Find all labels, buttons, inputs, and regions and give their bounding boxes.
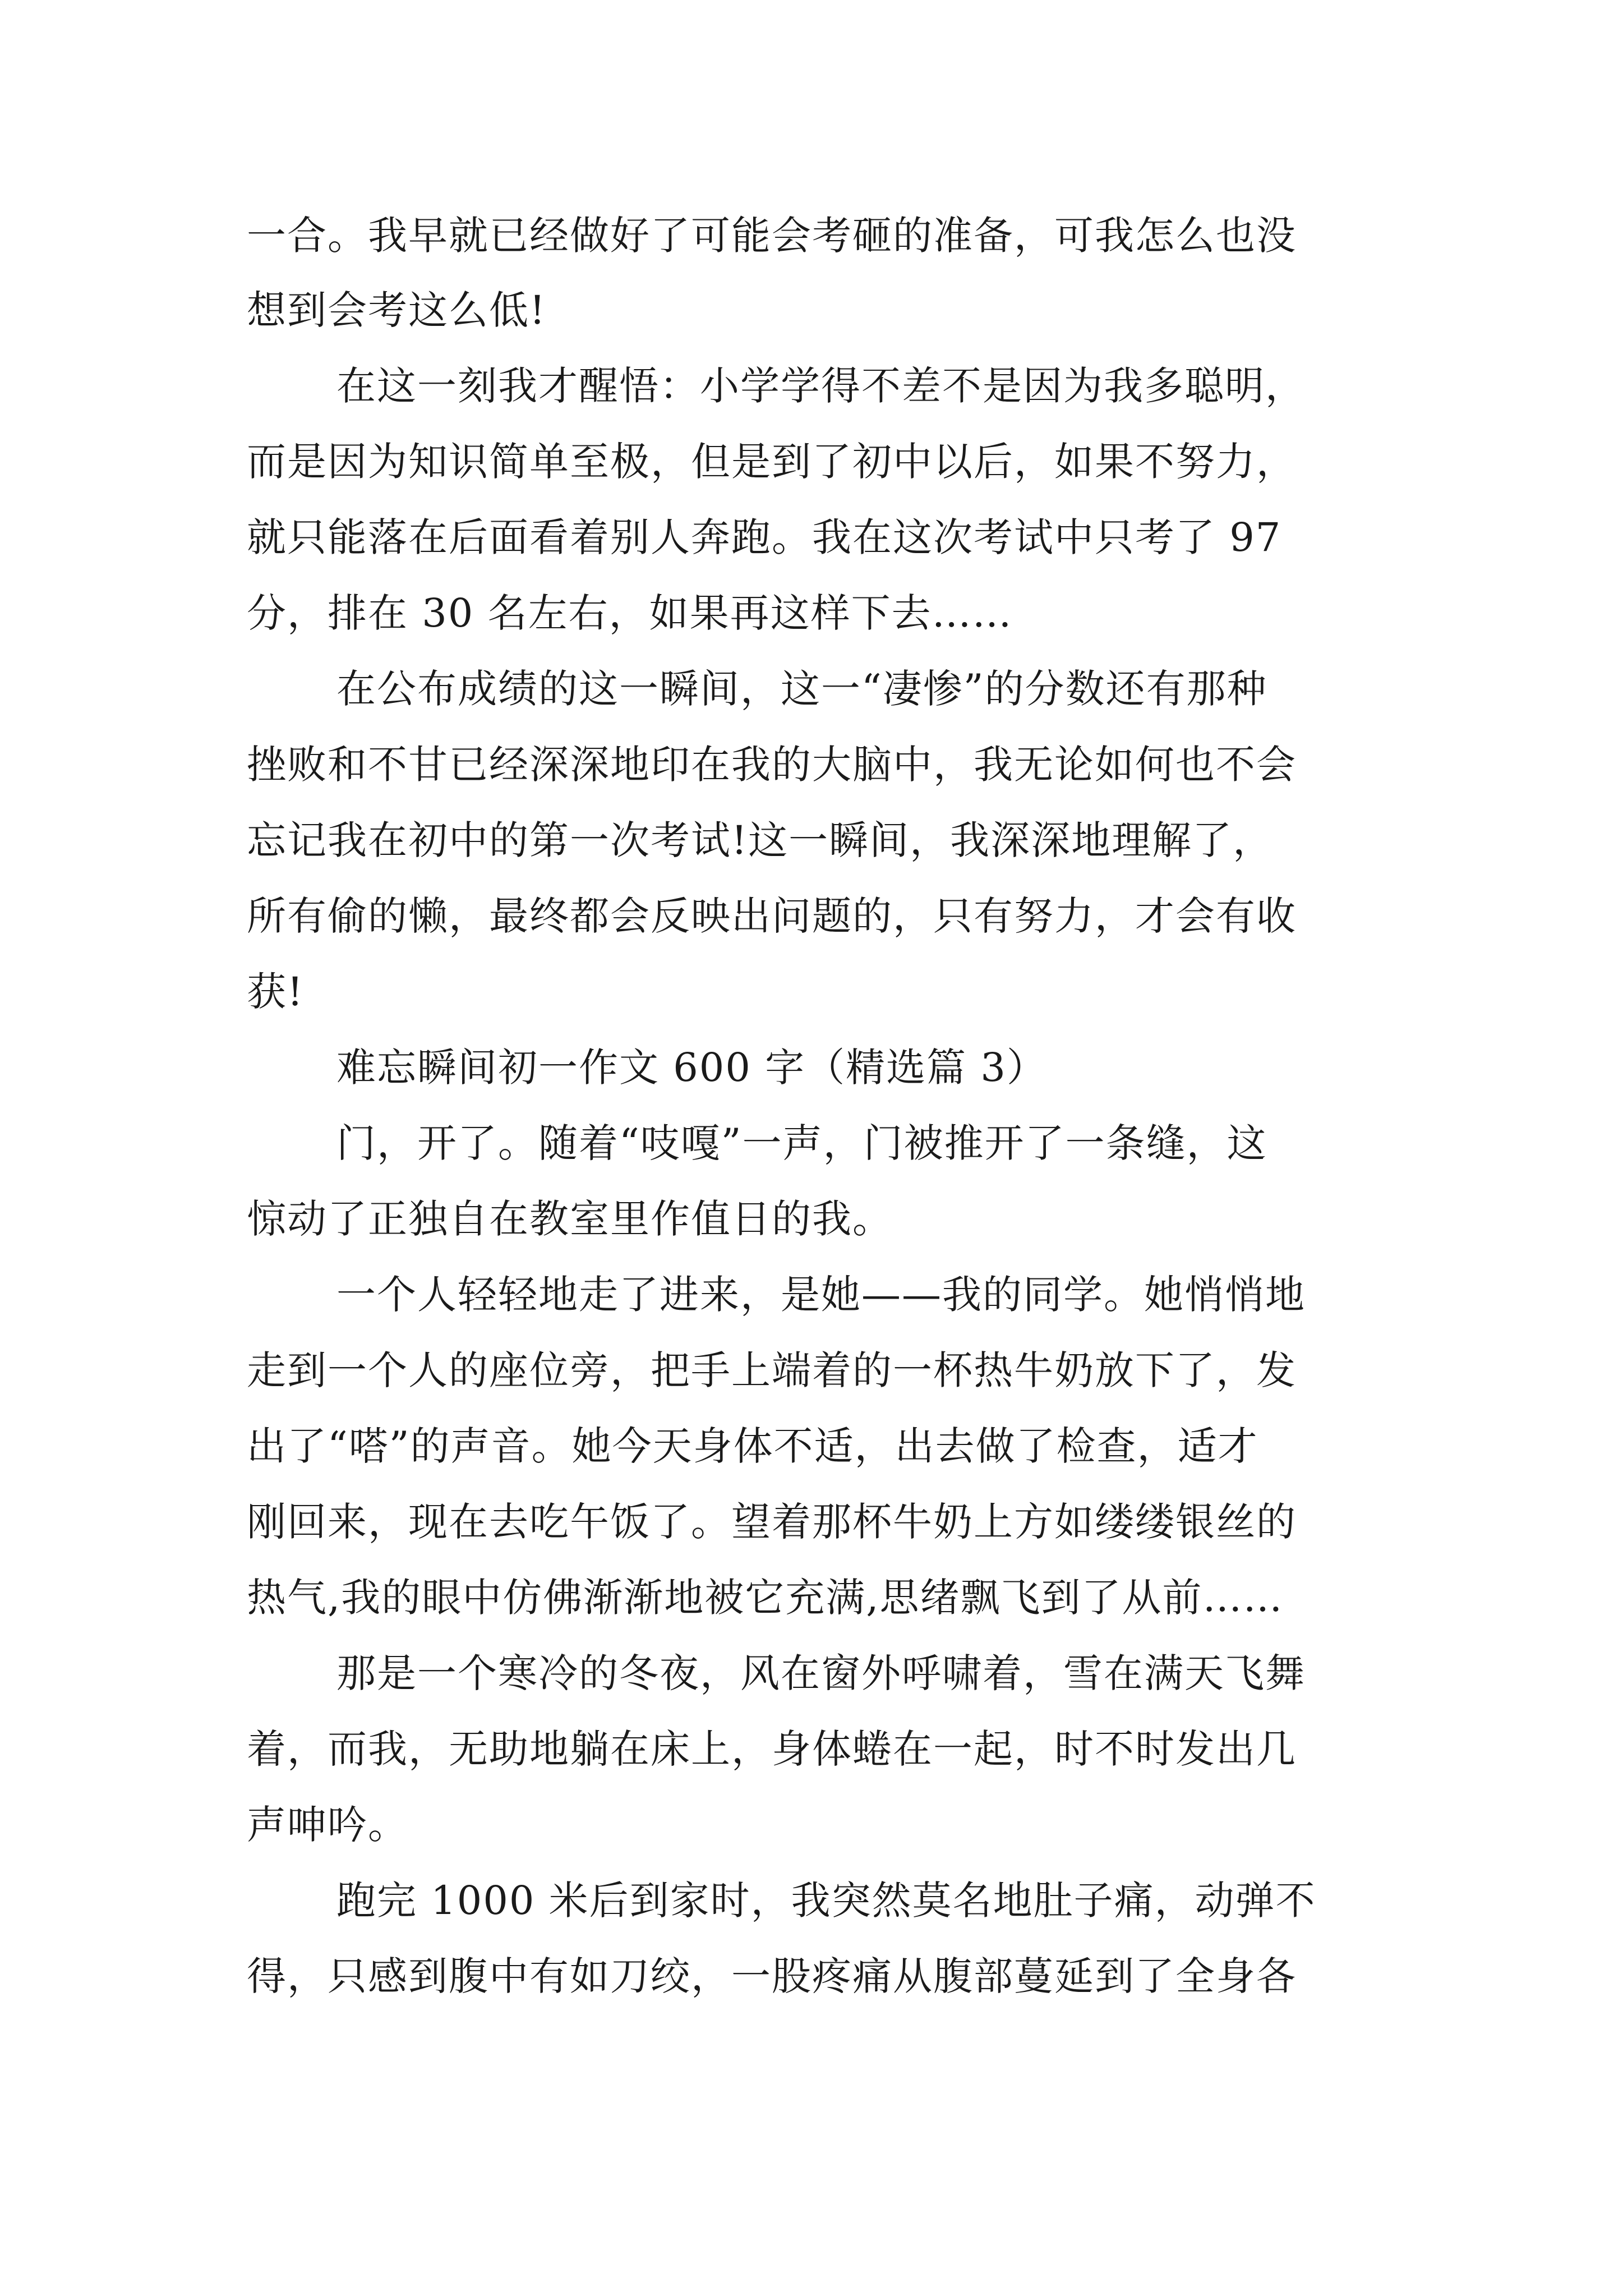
text-line: 想到会考这么低! [247,287,547,333]
text-line: 在这一刻我才醒悟：小学学得不差不是因为我多聪明， [336,363,1306,409]
text-line: 出了“嗒”的声音。她今天身体不适，出去做了检查，适才 [247,1423,1258,1469]
text-line: 而是因为知识简单至极，但是到了初中以后，如果不努力， [247,439,1297,485]
text-line: 得，只感到腹中有如刀绞，一股疼痛从腹部蔓延到了全身各 [247,1953,1297,1999]
text-line: 跑完 1000 米后到家时，我突然莫名地肚子痛，动弹不 [336,1878,1316,1924]
text-line: 分，排在 30 名左右，如果再这样下去…… [247,590,1013,636]
text-line: 一合。我早就已经做好了可能会考砸的准备，可我怎么也没 [247,213,1297,259]
section-heading: 难忘瞬间初一作文 600 字（精选篇 3） [336,1045,1047,1091]
text-line: 刚回来，现在去吃午饭了。望着那杯牛奶上方如缕缕银丝的 [247,1499,1297,1545]
text-line: 一个人轻轻地走了进来，是她——我的同学。她悄悄地 [336,1272,1306,1318]
text-line: 惊动了正独自在教室里作值日的我。 [247,1196,893,1242]
text-line: 着，而我，无助地躺在床上，身体蜷在一起，时不时发出几 [247,1726,1297,1772]
text-line: 挫败和不甘已经深深地印在我的大脑中，我无论如何也不会 [247,742,1297,788]
text-line: 所有偷的懒，最终都会反映出问题的，只有努力，才会有收 [247,893,1297,939]
text-line: 在公布成绩的这一瞬间，这一“凄惨”的分数还有那种 [336,666,1267,712]
text-line: 热气,我的眼中仿佛渐渐地被它充满,思绪飘飞到了从前…… [247,1575,1284,1621]
text-line: 走到一个人的座位旁，把手上端着的一杯热牛奶放下了，发 [247,1347,1297,1393]
text-line: 获! [247,969,305,1015]
text-line: 那是一个寒冷的冬夜，风在窗外呼啸着，雪在满天飞舞 [336,1650,1306,1696]
text-line: 忘记我在初中的第一次考试!这一瞬间，我深深地理解了， [247,817,1274,863]
text-line: 门，开了。随着“吱嘎”一声，门被推开了一条缝，这 [336,1120,1267,1166]
text-line: 声呻吟。 [247,1802,408,1848]
text-line: 就只能落在后面看着别人奔跑。我在这次考试中只考了 97 [247,514,1282,560]
